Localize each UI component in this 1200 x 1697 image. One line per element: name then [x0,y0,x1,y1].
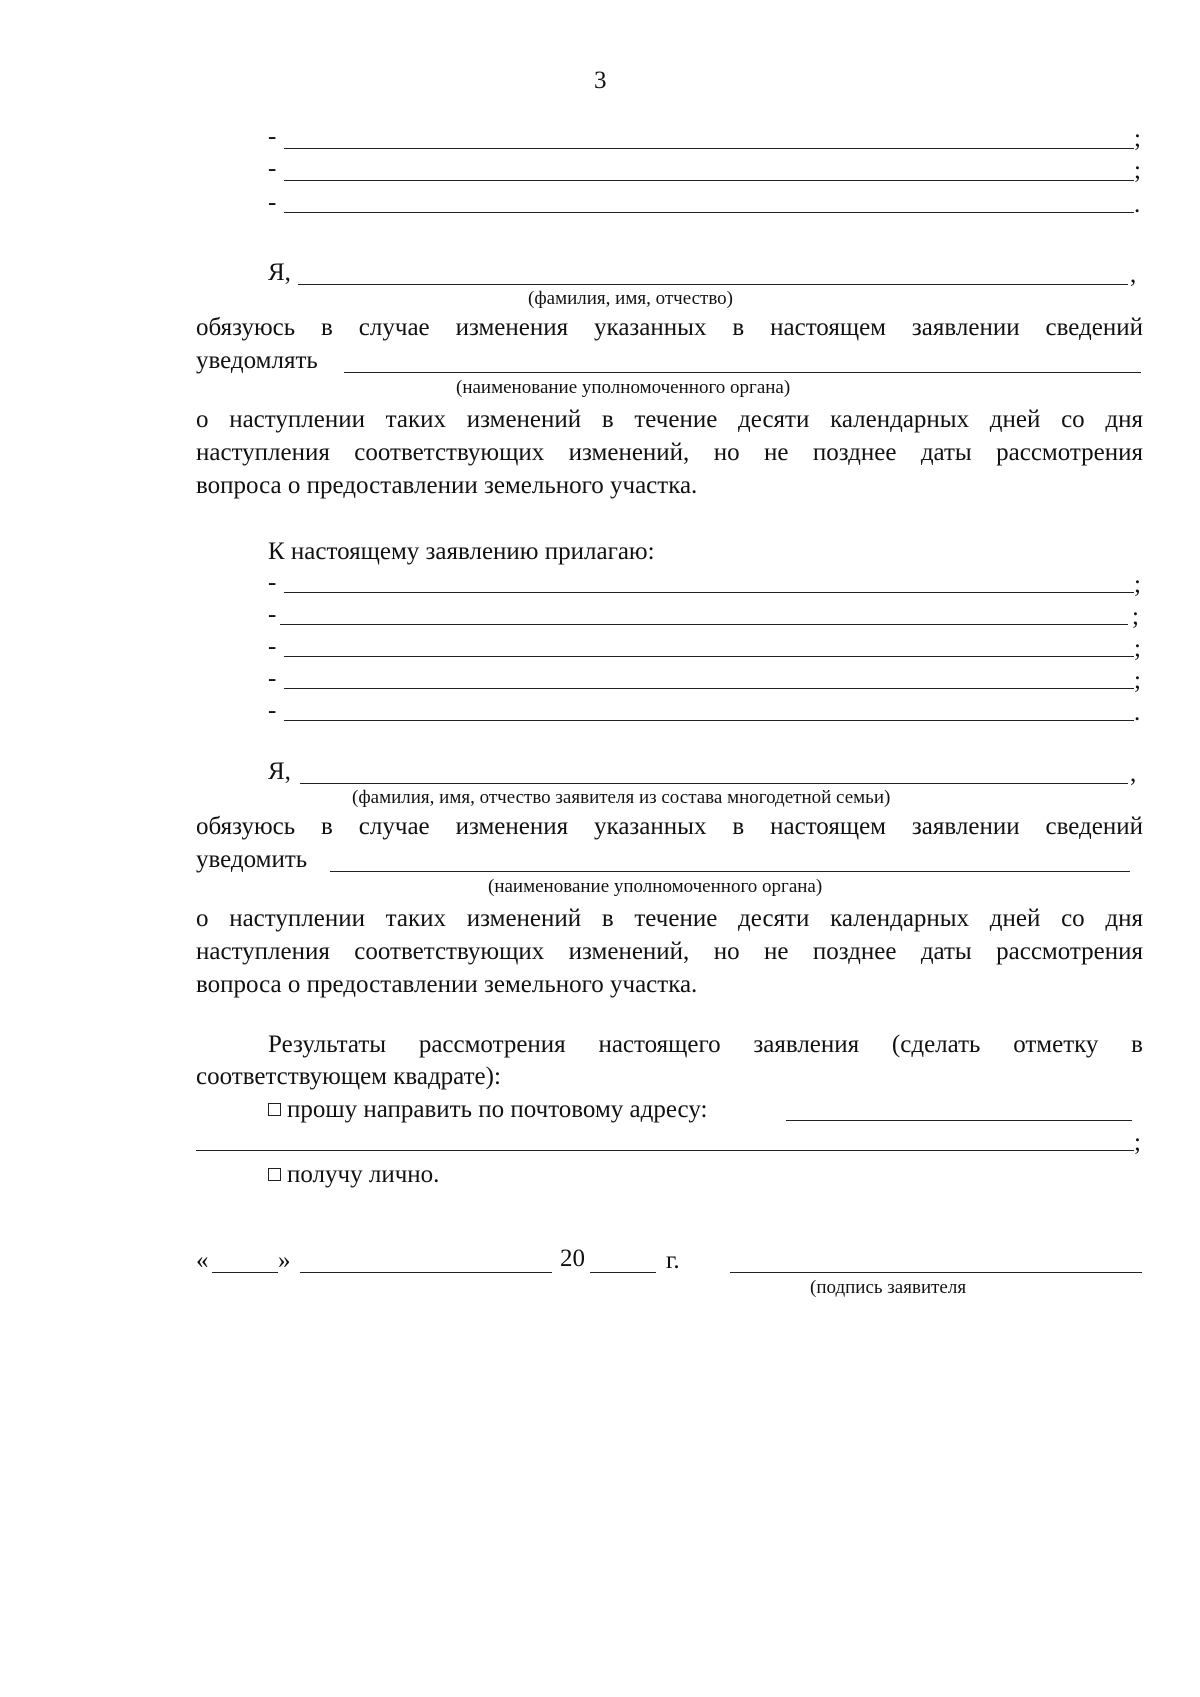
obligation-text-line: наступления соответствующих изменений, но не позднее даты рассмотрения [196,938,1143,965]
postal-address-field[interactable] [786,1120,1132,1121]
year-suffix: г. [666,1247,680,1274]
attachments-heading: К настоящему заявлению прилагаю: [268,538,655,565]
list-dash: - [268,155,277,182]
option-personal-label: получу лично. [287,1161,440,1188]
year-field[interactable] [590,1272,656,1273]
fio-caption: (фамилия, имя, отчество) [528,288,734,309]
list-dash: - [268,697,277,724]
day-field[interactable] [212,1272,278,1273]
list-end-mark: ; [1134,571,1141,598]
obligation-text-line: о наступлении таких изменений в течение десяти календарных дней со дня [196,905,1143,932]
comma: , [1130,261,1137,288]
blank-field[interactable] [284,212,1134,213]
blank-field[interactable] [284,148,1134,149]
list-dash: - [268,123,277,150]
list-end-mark: ; [1134,125,1141,152]
list-dash: - [268,189,277,216]
list-end-mark: ; [1134,667,1141,694]
signature-caption: (подпись заявителя [810,1277,967,1298]
quote-open: « [196,1247,209,1274]
option-mail-label: прошу направить по почтовому адресу: [287,1096,708,1123]
year-prefix: 20 [560,1245,585,1272]
ya-label: Я, [268,758,291,785]
results-text-line: соответствующем квадрате): [196,1063,501,1090]
list-dash: - [268,633,277,660]
blank-field[interactable] [284,180,1134,181]
fio-field[interactable] [300,783,1128,784]
month-field[interactable] [300,1272,552,1273]
list-end-mark: ; [1134,157,1141,184]
results-text-line: Результаты рассмотрения настоящего заявления (сделать отметку в [268,1031,1143,1058]
obligation-text-line: наступления соответствующих изменений, но не позднее даты рассмотрения [196,439,1143,466]
quote-close: » [278,1247,291,1274]
comma: , [1130,760,1137,787]
list-end-mark: ; [1132,603,1139,630]
attachment-field[interactable] [284,656,1134,657]
option-mail[interactable] [268,1095,707,1125]
obligation-text-line: вопроса о предоставлении земельного участка. [196,472,698,499]
list-dash: - [268,569,277,596]
fio-field[interactable] [298,284,1128,285]
signature-field[interactable] [730,1272,1142,1273]
obligation-text-line: обязуюсь в случае изменения указанных в настоящем заявлении сведений [196,813,1143,840]
attachment-field[interactable] [280,624,1128,625]
authority-field[interactable] [344,372,1141,373]
notify-label: уведомить [196,846,308,873]
page-number: 3 [594,67,607,94]
authority-field[interactable] [330,871,1130,872]
obligation-text-line: о наступлении таких изменений в течение десяти календарных дней со дня [196,406,1143,433]
authority-caption: (наименование уполномоченного органа) [456,377,791,398]
checkbox-personal[interactable] [268,1168,281,1181]
attachment-field[interactable] [284,688,1134,689]
checkbox-mail[interactable] [268,1103,281,1116]
list-end-mark: . [1134,699,1141,726]
postal-address-field-continued[interactable] [196,1150,1134,1151]
list-end-mark: ; [1134,635,1141,662]
list-end-mark: . [1134,191,1141,218]
attachment-field[interactable] [284,720,1134,721]
option-personal[interactable] [268,1160,439,1190]
ya-label: Я, [268,259,291,286]
attachment-field[interactable] [284,592,1134,593]
list-end-mark: ; [1134,1129,1141,1156]
authority-caption: (наименование уполномоченного органа) [488,876,823,897]
list-dash: - [268,601,277,628]
fio-caption: (фамилия, имя, отчество заявителя из состава многодетной семьи) [352,787,891,808]
obligation-text-line: обязуюсь в случае изменения указанных в настоящем заявлении сведений [196,314,1143,341]
notify-label: уведомлять [196,347,318,374]
obligation-text-line: вопроса о предоставлении земельного участка. [196,971,698,998]
list-dash: - [268,665,277,692]
